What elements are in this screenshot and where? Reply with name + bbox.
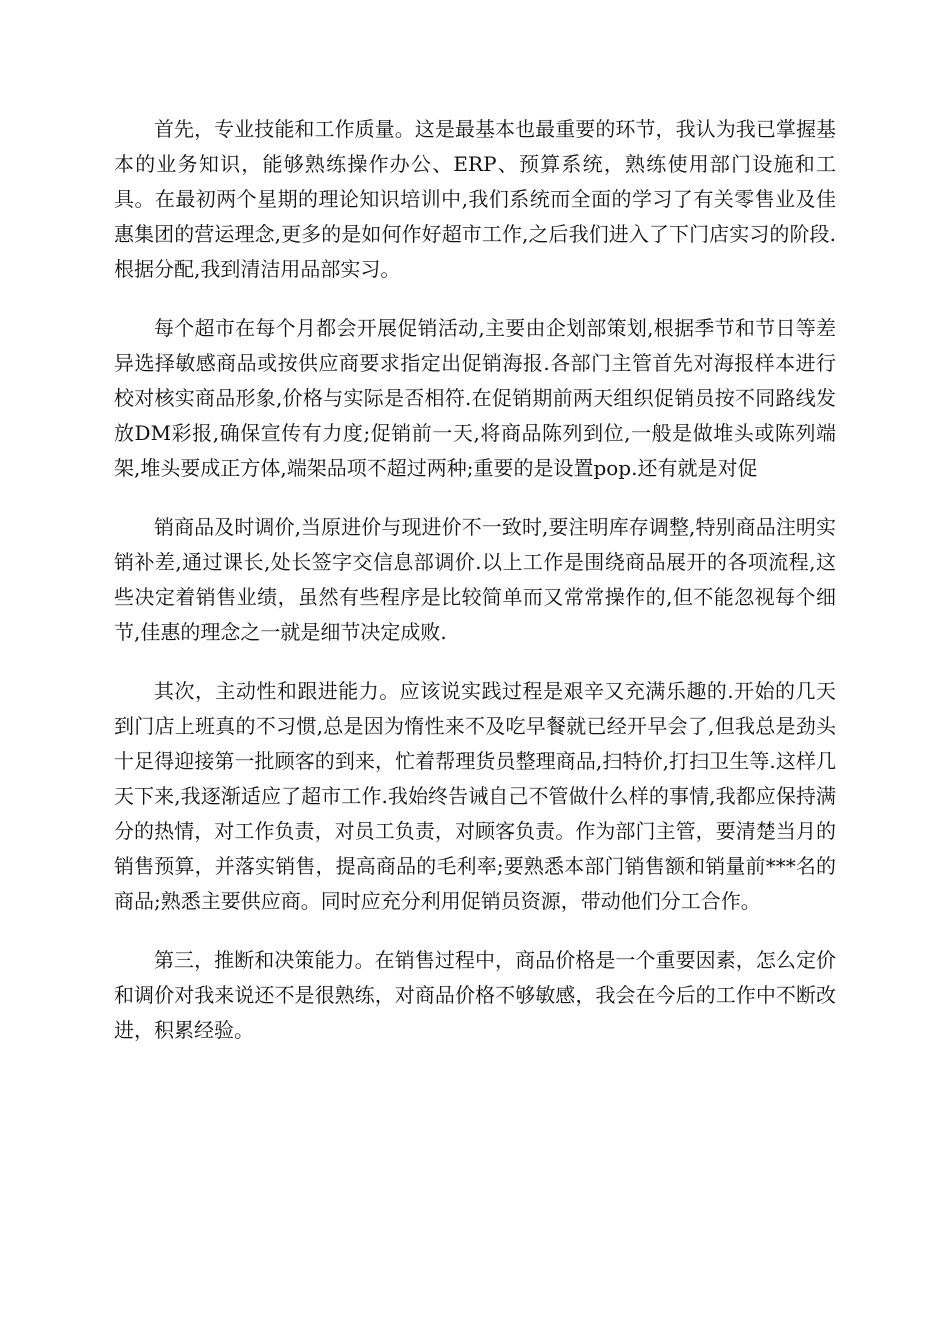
paragraph-3: 销商品及时调价,当原进价与现进价不一致时,要注明库存调整,特别商品注明实销补差,通过课长,处长签字交信息部调价.以上工作是围绕商品展开的各项流程,这些决定着销售业绩，虽然有些程序是比较简单而又常常操作的,但不能忽视每个细节,佳惠的理念之一就是细节决定成败.	[114, 515, 836, 644]
paragraph-2: 每个超市在每个月都会开展促销活动,主要由企划部策划,根据季节和节日等差异选择敏感商品或按供应商要求指定出促销海报.各部门主管首先对海报样本进行校对核实商品形象,价格与实际是否相符.在促销期前两天组织促销员按不同路线发放DM彩报,确保宣传有力度;促销前一天,将商品陈列到位,一般是做堆头或陈列端架,堆头要成正方体,端架品项不超过两种;重要的是设置pop.还有就是对促	[114, 316, 836, 480]
paragraph-5: 第三，推断和决策能力。在销售过程中，商品价格是一个重要因素，怎么定价和调价对我来说还不是很熟练，对商品价格不够敏感，我会在今后的工作中不断改进，积累经验。	[114, 948, 836, 1042]
paragraph-1: 首先，专业技能和工作质量。这是最基本也最重要的环节，我认为我已掌握基本的业务知识，能够熟练操作办公、ERP、预算系统，熟练使用部门设施和工具。在最初两个星期的理论知识培训中,我们系统而全面的学习了有关零售业及佳惠集团的营运理念,更多的是如何作好超市工作,之后我们进入了下门店实习的阶段.根据分配,我到清洁用品部实习。	[114, 117, 836, 281]
document-body	[114, 112, 836, 1072]
paragraph-4: 其次，主动性和跟进能力。应该说实践过程是艰辛又充满乐趣的.开始的几天到门店上班真的不习惯,总是因为惰性来不及吃早餐就已经开早会了,但我总是劲头十足得迎接第一批顾客的到来，忙着帮理货员整理商品,扫特价,打扫卫生等.这样几天下来,我逐渐适应了超市工作.我始终告诫自己不管做什么样的事情,我都应保持满分的热情，对工作负责，对员工负责，对顾客负责。作为部门主管，要清楚当月的销售预算，并落实销售，提高商品的毛利率;要熟悉本部门销售额和销量前***名的商品;熟悉主要供应商。同时应充分利用促销员资源，带动他们分工合作。	[114, 679, 836, 913]
